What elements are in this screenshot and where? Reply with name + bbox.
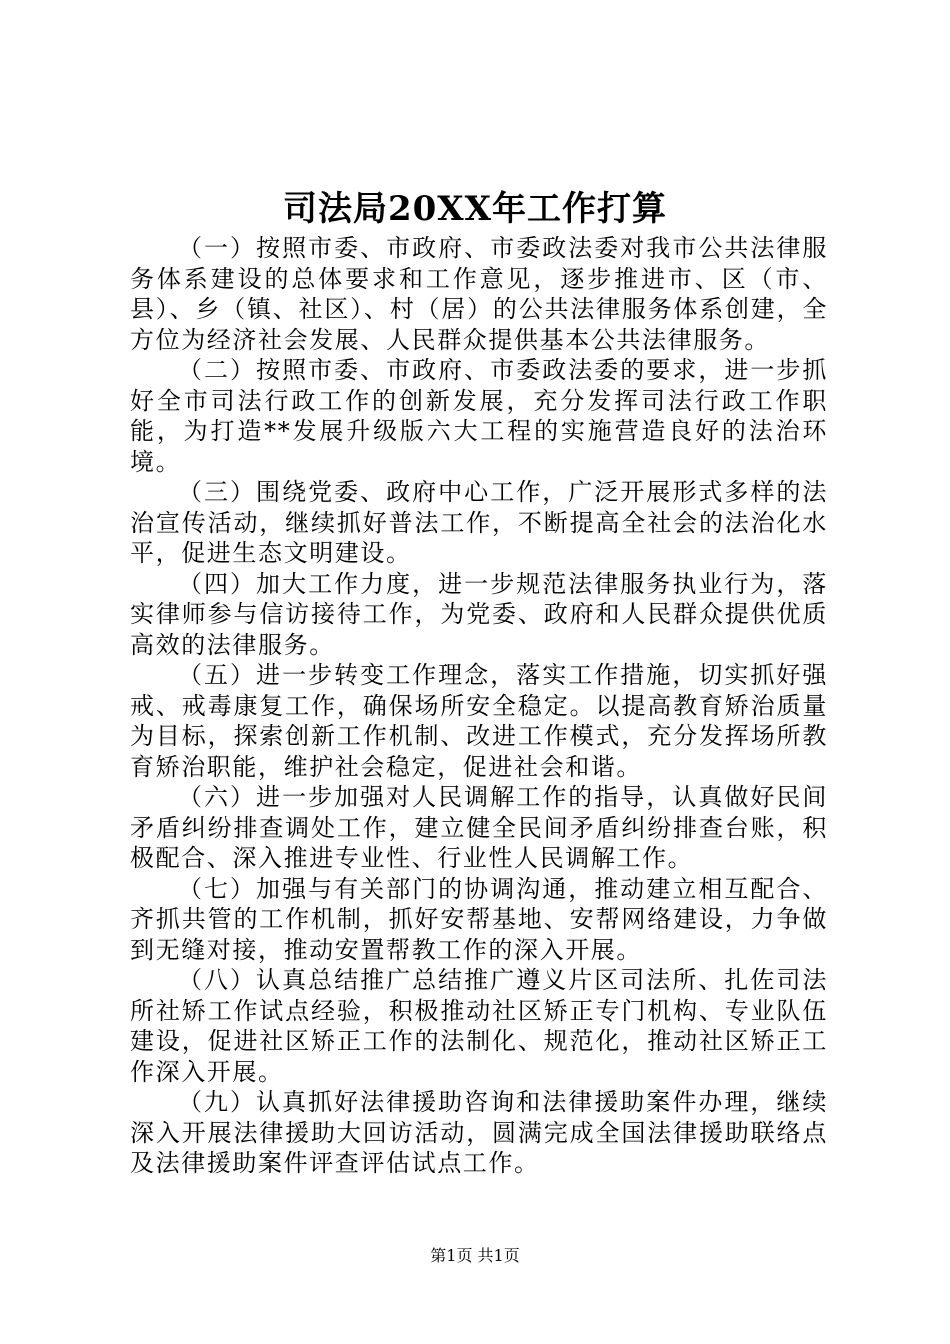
document-body <box>130 233 828 1179</box>
paragraph-7: （七）加强与有关部门的协调沟通，推动建立相互配合、齐抓共管的工作机制，抓好安帮基地、安帮网络建设，力争做到无缝对接，推动安置帮教工作的深入开展。 <box>130 874 828 964</box>
document-title: 司法局20XX年工作打算 <box>282 189 668 229</box>
page-footer: 第1页 共1页 <box>430 1246 520 1265</box>
paragraph-6: （六）进一步加强对人民调解工作的指导，认真做好民间矛盾纠纷排查调处工作，建立健全民间矛盾纠纷排查台账，积极配合、深入推进专业性、行业性人民调解工作。 <box>130 783 828 872</box>
paragraph-3: （三）围绕党委、政府中心工作，广泛开展形式多样的法治宣传活动，继续抓好普法工作，不断提高全社会的法治化水平，促进生态文明建设。 <box>130 478 828 567</box>
paragraph-4: （四）加大工作力度，进一步规范法律服务执业行为，落实律师参与信访接待工作，为党委、政府和人民群众提供优质高效的法律服务。 <box>130 569 828 659</box>
paragraph-2: （二）按照市委、市政府、市委政法委的要求，进一步抓好全市司法行政工作的创新发展，充分发挥司法行政工作职能，为打造**发展升级版六大工程的实施营造良好的法治环境。 <box>130 356 828 476</box>
paragraph-5: （五）进一步转变工作理念，落实工作措施，切实抓好强戒、戒毒康复工作，确保场所安全稳定。以提高教育矫治质量为目标，探索创新工作机制、改进工作模式，充分发挥场所教育矫治职能，维护社会稳定，促进社会和谐。 <box>130 661 828 781</box>
paragraph-9: （九）认真抓好法律援助咨询和法律援助案件办理，继续深入开展法律援助大回访活动，圆满完成全国法律援助联络点及法律援助案件评查评估试点工作。 <box>130 1088 828 1177</box>
paragraph-1: （一）按照市委、市政府、市委政法委对我市公共法律服务体系建设的总体要求和工作意见，逐步推进市、区（市、县）、乡（镇、社区）、村（居）的公共法律服务体系创建，全方位为经济社会发展、人民群众提供基本公共法律服务。 <box>130 234 828 354</box>
paragraph-8: （八）认真总结推广总结推广遵义片区司法所、扎佐司法所社矫工作试点经验，积极推动社区矫正专门机构、专业队伍建设，促进社区矫正工作的法制化、规范化，推动社区矫正工作深入开展。 <box>130 966 828 1086</box>
